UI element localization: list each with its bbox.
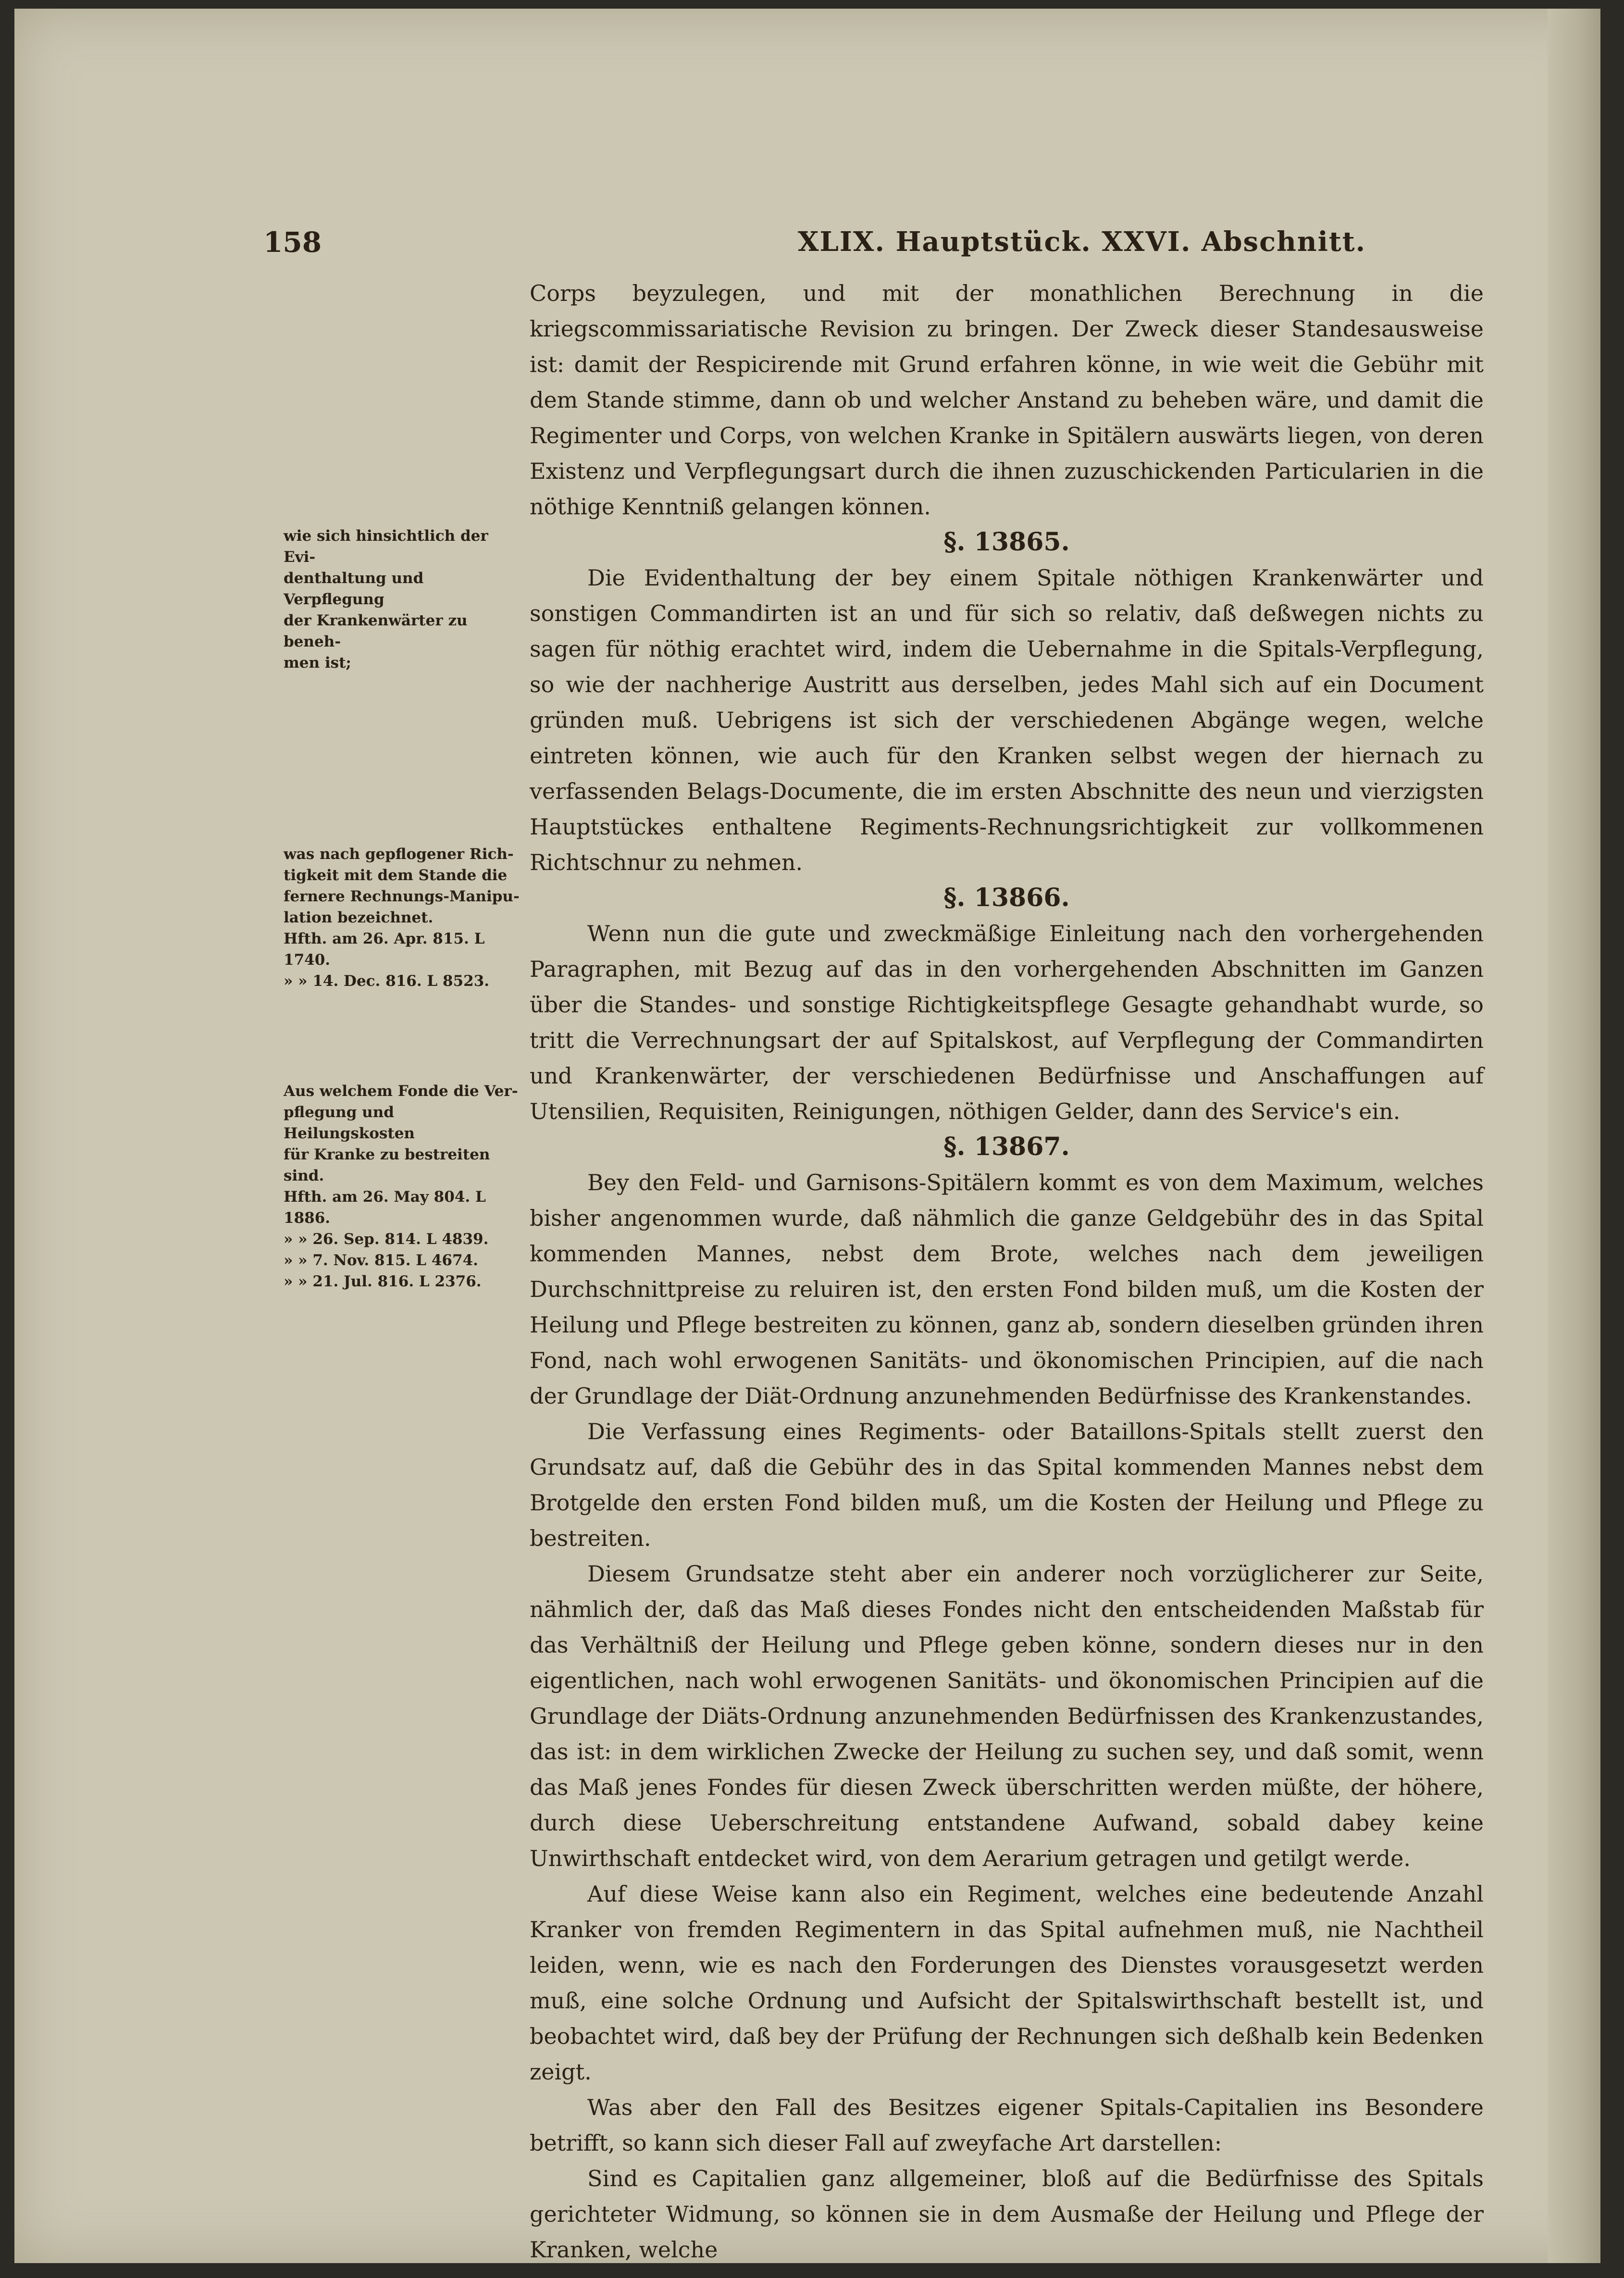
intro-paragraph: Corps beyzulegen, und mit der monathlichen Berechnung in die kriegscommissariatische Revision zu bringen. Der Zweck dieser Standesausweise ist: damit der Respicirende mit Grund erfahren könne, in wie weit die Gebühr mit dem Stande stimme, dann ob und welcher Anstand zu beheben wäre, und damit die Regimenter und Corps, von welchen Kranke in Spitälern auswärts liegen, von deren Existenz und Verpflegungsart durch die ihnen zuzuschickenden Particularien in die nöthige Kenntniß gelangen können. xyxy=(530,280,1484,520)
section-13867-paragraph: Diesem Grundsatze steht aber ein anderer noch vorzüglicherer zur Seite, nähmlich der, daß das Maß dieses Fondes nicht den entscheidenden Maßstab für das Verhältniß der Heilung und Pflege geben könne, sondern dieses nur in den eigentlichen, nach wohl erwogenen Sanitäts- und ökonomischen Principien auf die Grundlage der Diäts-Ordnung anzunehmenden Bedürfnissen des Krankenzustandes, das ist: in dem wirklichen Zwecke der Heilung zu suchen sey, und daß somit, wenn das Maß jenes Fondes für diesen Zweck überschritten werden müßte, der höhere, durch diese Ueberschreitung entstandene Aufwand, sobald dabey keine Unwirthschaft entdecket wird, von dem Aerarium getragen und getilgt werde. xyxy=(530,1561,1484,1871)
section-13867-paragraph: Auf diese Weise kann also ein Regiment, welches eine bedeutende Anzahl Kranker von fremden Regimentern in das Spital aufnehmen muß, nie Nachtheil leiden, wenn, wie es nach den Forderungen des Dienstes vorausgesetzt werden muß, eine solche Ordnung und Aufsicht der Spitalswirthschaft bestellt ist, und beobachtet wird, daß bey der Prüfung der Rechnungen sich deßhalb kein Bedenken zeigt. xyxy=(530,1881,1484,2085)
page-number: 158 xyxy=(263,226,322,259)
margin-note-line: lation bezeichnet. xyxy=(284,909,434,926)
section-13867-paragraph: Was aber den Fall des Besitzes eigener Spitals-Capitalien ins Besondere betrifft, so kann sich dieser Fall auf zweyfache Art darstellen: xyxy=(530,2094,1484,2156)
section-13867-paragraph: Bey den Feld- und Garnisons-Spitälern kommt es von dem Maximum, welches bisher angenommen wurde, daß nähmlich die ganze Geldgebühr des in das Spital kommenden Mannes, nebst dem Brote, welches nach dem jeweiligen Durchschnittpreise zu reluiren ist, den ersten Fond bilden muß, um die Kosten der Heilung und Pflege bestreiten zu können, ganz ab, sondern dieselben gründen ihren Fond, nach wohl erwogenen Sanitäts- und ökonomischen Principien, auf die nach der Grundlage der Diät-Ordnung anzunehmenden Bedürfnisse des Krankenstandes. xyxy=(530,1170,1484,1409)
section-heading-13866: §. 13866. xyxy=(943,883,1070,912)
section-13865-paragraph: Die Evidenthaltung der bey einem Spitale nöthigen Krankenwärter und sonstigen Commandirten ist an und für sich so relativ, daß deßwegen nichts zu sagen für nöthig erachtet wird, indem die Uebernahme in die Spitals-Verpflegung, so wie der nachherige Austritt aus derselben, jedes Mahl sich auf ein Document gründen muß. Uebrigens ist sich der verschiedenen Abgänge wegen, welche eintreten können, wie auch für den Kranken selbst wegen der hiernach zu verfassenden Belags-Documente, die im ersten Abschnitte des neun und vierzigsten Hauptstückes enthaltene Regiments-Rechnungsrichtigkeit zur vollkommenen Richtschnur zu nehmen. xyxy=(530,565,1484,875)
margin-note-line: Aus welchem Fonde die Ver- xyxy=(284,1083,518,1100)
margin-note-line: » » 26. Sep. 814. L 4839. xyxy=(284,1231,489,1248)
section-13867-paragraph: Die Verfassung eines Regiments- oder Bataillons-Spitals stellt zuerst den Grundsatz auf, daß die Gebühr des in das Spital kommenden Mannes nebst dem Brotgelde den ersten Fond bilden muß, um die Kosten der Heilung und Pflege zu bestreiten. xyxy=(530,1419,1484,1551)
section-heading-13865: §. 13865. xyxy=(943,527,1070,557)
margin-note-line: der Krankenwärter zu beneh- xyxy=(284,612,468,650)
margin-note-line: men ist; xyxy=(284,654,351,672)
margin-note-line: fernere Rechnungs-Manipu- xyxy=(284,888,520,905)
section-heading-13867: §. 13867. xyxy=(943,1132,1070,1161)
margin-note-line: Hfth. am 26. May 804. L 1886. xyxy=(284,1188,486,1227)
margin-note-line: was nach gepflogener Rich- xyxy=(284,846,514,863)
margin-note-line: » » 21. Jul. 816. L 2376. xyxy=(284,1273,482,1290)
margin-note-1 xyxy=(284,525,524,673)
section-13866-paragraph: Wenn nun die gute und zweckmäßige Einleitung nach den vorhergehenden Paragraphen, mit Bezug auf das in den vorhergehenden Abschnitten im Ganzen über die Standes- und sonstige Richtigkeitspflege Gesagte gehandhabt wurde, so tritt die Verrechnungsart der auf Spitalskost, auf Verpflegung der Commandirten und Krankenwärter, der verschiedenen Bedürfnisse und Anschaffungen auf Utensilien, Requisiten, Reinigungen, nöthigen Gelder, dann des Service's ein. xyxy=(530,921,1484,1124)
margin-note-line: pflegung und Heilungskosten xyxy=(284,1104,415,1142)
section-13867-paragraph: Sind es Capitalien ganz allgemeiner, bloß auf die Bedürfnisse des Spitals gerichteter Widmung, so können sie in dem Ausmaße der Heilung und Pflege der Kranken, welche xyxy=(530,2166,1484,2263)
margin-note-line: für Kranke zu bestreiten sind. xyxy=(284,1146,490,1184)
margin-note-2 xyxy=(284,844,524,992)
margin-note-3 xyxy=(284,1081,524,1292)
margin-note-line: wie sich hinsichtlich der Evi- xyxy=(284,527,488,566)
book-page xyxy=(14,9,1600,2263)
margin-note-line: tigkeit mit dem Stande die xyxy=(284,867,508,884)
margin-note-line: » » 7. Nov. 815. L 4674. xyxy=(284,1252,478,1269)
page-gutter xyxy=(1548,9,1600,2263)
margin-note-line: » » 14. Dec. 816. L 8523. xyxy=(284,972,490,990)
main-text-column xyxy=(530,275,1484,2267)
margin-note-line: Hfth. am 26. Apr. 815. L 1740. xyxy=(284,930,485,969)
margin-note-line: denthaltung und Verpflegung xyxy=(284,570,424,608)
running-header: XLIX. Hauptstück. XXVI. Abschnitt. xyxy=(798,226,1366,258)
